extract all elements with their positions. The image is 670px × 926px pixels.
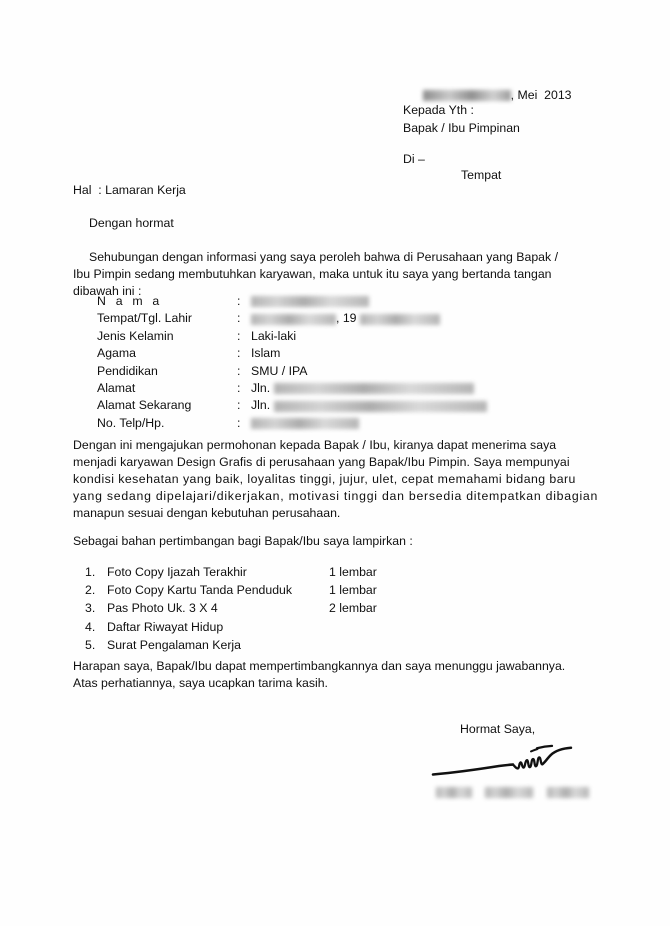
attachments-list (85, 563, 377, 654)
field-label-telepon: No. Telp/Hp. (97, 415, 165, 430)
closing-paragraph-line-1: Harapan saya, Bapak/Ibu dapat mempertimbangkannya dan saya menunggu jawabannya. (73, 659, 566, 673)
attachment-item: Foto Copy Kartu Tanda Penduduk (107, 583, 293, 598)
field-value-tempat-tgl-lahir (251, 310, 487, 327)
field-row-alamat-sekarang (97, 397, 487, 414)
field-label-pendidikan: Pendidikan (97, 363, 158, 378)
attachment-number: 2. (85, 583, 96, 598)
redacted-alamat-sekarang (274, 401, 487, 412)
field-label-alamat: Alamat (97, 381, 136, 396)
field-value-alamat (251, 380, 487, 397)
field-label-agama: Agama (97, 346, 136, 361)
recipient-line-3: Di – (403, 152, 425, 166)
attachment-qty: 1 lembar (329, 565, 377, 579)
field-sep-nama: : (237, 294, 241, 308)
attachment-row (85, 636, 377, 654)
attachment-row (85, 581, 377, 599)
attachment-row (85, 618, 377, 636)
body-paragraph-line-1: Dengan ini mengajukan permohonan kepada Bapak / Ibu, kiranya dapat menerima saya (73, 438, 557, 452)
attachment-qty (329, 636, 377, 654)
field-value-agama: Islam (251, 346, 281, 361)
field-value-jenis-kelamin: Laki-laki (251, 328, 297, 343)
date-line-text: , Mei 2013 (510, 87, 572, 102)
redacted-signer-name-part-1 (436, 787, 472, 798)
redacted-signer-name-part-2 (485, 787, 533, 798)
signature-closing-label: Hormat Saya, (460, 722, 536, 736)
field-row-agama (97, 345, 487, 362)
redacted-alamat (274, 383, 474, 394)
field-row-telepon (97, 415, 487, 432)
attachment-item: Daftar Riwayat Hidup (107, 619, 224, 634)
field-sep-alamat-sekarang: : (237, 398, 241, 413)
body-paragraph-line-3: kondisi kesehatan yang baik, loyalitas tinggi, jujur, ulet, cepat memahami bidang baru (73, 472, 576, 486)
attachment-qty: 2 lembar (329, 601, 377, 616)
intro-paragraph-line-2: Ibu Pimpin sedang membutuhkan karyawan, maka untuk itu saya yang bertanda tangan (73, 267, 552, 281)
redacted-nama (251, 296, 369, 307)
body-paragraph-line-4: yang sedang dipelajari/dikerjakan, motivasi tinggi dan bersedia ditempatkan dibagian (73, 489, 599, 503)
body-paragraph-line-2: menjadi karyawan Design Grafis di perusahaan yang Bapak/Ibu Pimpin. Saya mempunyai (73, 455, 570, 469)
field-label-tempat-tgl-lahir: Tempat/Tgl. Lahir (97, 311, 193, 326)
field-label-jenis-kelamin: Jenis Kelamin (97, 328, 174, 343)
field-value-alamat-prefix: Jln. (251, 381, 271, 396)
field-sep-jenis-kelamin: : (237, 328, 241, 343)
subject-label: Hal : Lamaran Kerja (73, 183, 186, 197)
attachment-item: Pas Photo Uk. 3 X 4 (107, 601, 218, 616)
field-sep-telepon: : (237, 415, 241, 430)
field-row-pendidikan (97, 363, 487, 380)
redacted-birthdate (360, 314, 440, 325)
field-value-alamat-sekarang-prefix: Jln. (251, 398, 271, 413)
signer-name (436, 784, 589, 802)
field-value-alamat-sekarang (251, 397, 487, 414)
field-label-nama: N a m a (97, 294, 163, 308)
attachment-qty (329, 618, 377, 636)
attachments-intro: Sebagai bahan pertimbangan bagi Bapak/Ibu saya lampirkan : (73, 534, 413, 548)
attachment-qty: 1 lembar (329, 583, 377, 598)
attachment-row (85, 563, 377, 581)
attachment-number: 3. (85, 601, 96, 616)
field-row-nama (97, 293, 487, 310)
field-sep-alamat: : (237, 381, 241, 396)
field-sep-pendidikan: : (237, 363, 241, 378)
attachment-number: 4. (85, 619, 96, 634)
field-row-tempat-tgl-lahir (97, 310, 487, 327)
field-value-nama (251, 293, 487, 310)
signature-icon (425, 742, 585, 788)
redacted-telepon (251, 418, 359, 429)
closing-paragraph-line-2: Atas perhatiannya, saya ucapkan tarima kasih. (73, 676, 328, 690)
field-sep-tempat-tgl-lahir: : (237, 311, 241, 326)
redacted-birthplace (251, 314, 336, 325)
attachment-number: 5. (85, 637, 96, 652)
field-value-pendidikan: SMU / IPA (251, 363, 308, 378)
field-sep-agama: : (237, 346, 241, 361)
attachment-number: 1. (85, 565, 96, 579)
redacted-signer-name-part-3 (547, 787, 589, 798)
field-value-tempat-tgl-lahir-middle: , 19 (336, 311, 357, 326)
redacted-place (423, 90, 511, 101)
intro-paragraph-line-3: dibawah ini : (73, 284, 142, 298)
intro-paragraph-line-1: Sehubungan dengan informasi yang saya peroleh bahwa di Perusahaan yang Bapak / (89, 250, 558, 264)
field-label-alamat-sekarang: Alamat Sekarang (97, 398, 192, 413)
personal-data-table (97, 293, 487, 432)
body-paragraph-line-5: manapun sesuai dengan kebutuhan perusahaan. (73, 506, 341, 520)
recipient-line-2: Bapak / Ibu Pimpinan (403, 121, 520, 135)
field-row-alamat (97, 380, 487, 397)
field-row-jenis-kelamin (97, 328, 487, 345)
attachment-item: Surat Pengalaman Kerja (107, 637, 241, 652)
field-value-telepon (251, 415, 487, 432)
salutation: Dengan hormat (89, 216, 174, 230)
attachment-item: Foto Copy Ijazah Terakhir (107, 565, 247, 579)
attachment-row (85, 599, 377, 617)
recipient-line-1: Kepada Yth : (403, 103, 474, 117)
recipient-line-4: Tempat (461, 168, 502, 182)
